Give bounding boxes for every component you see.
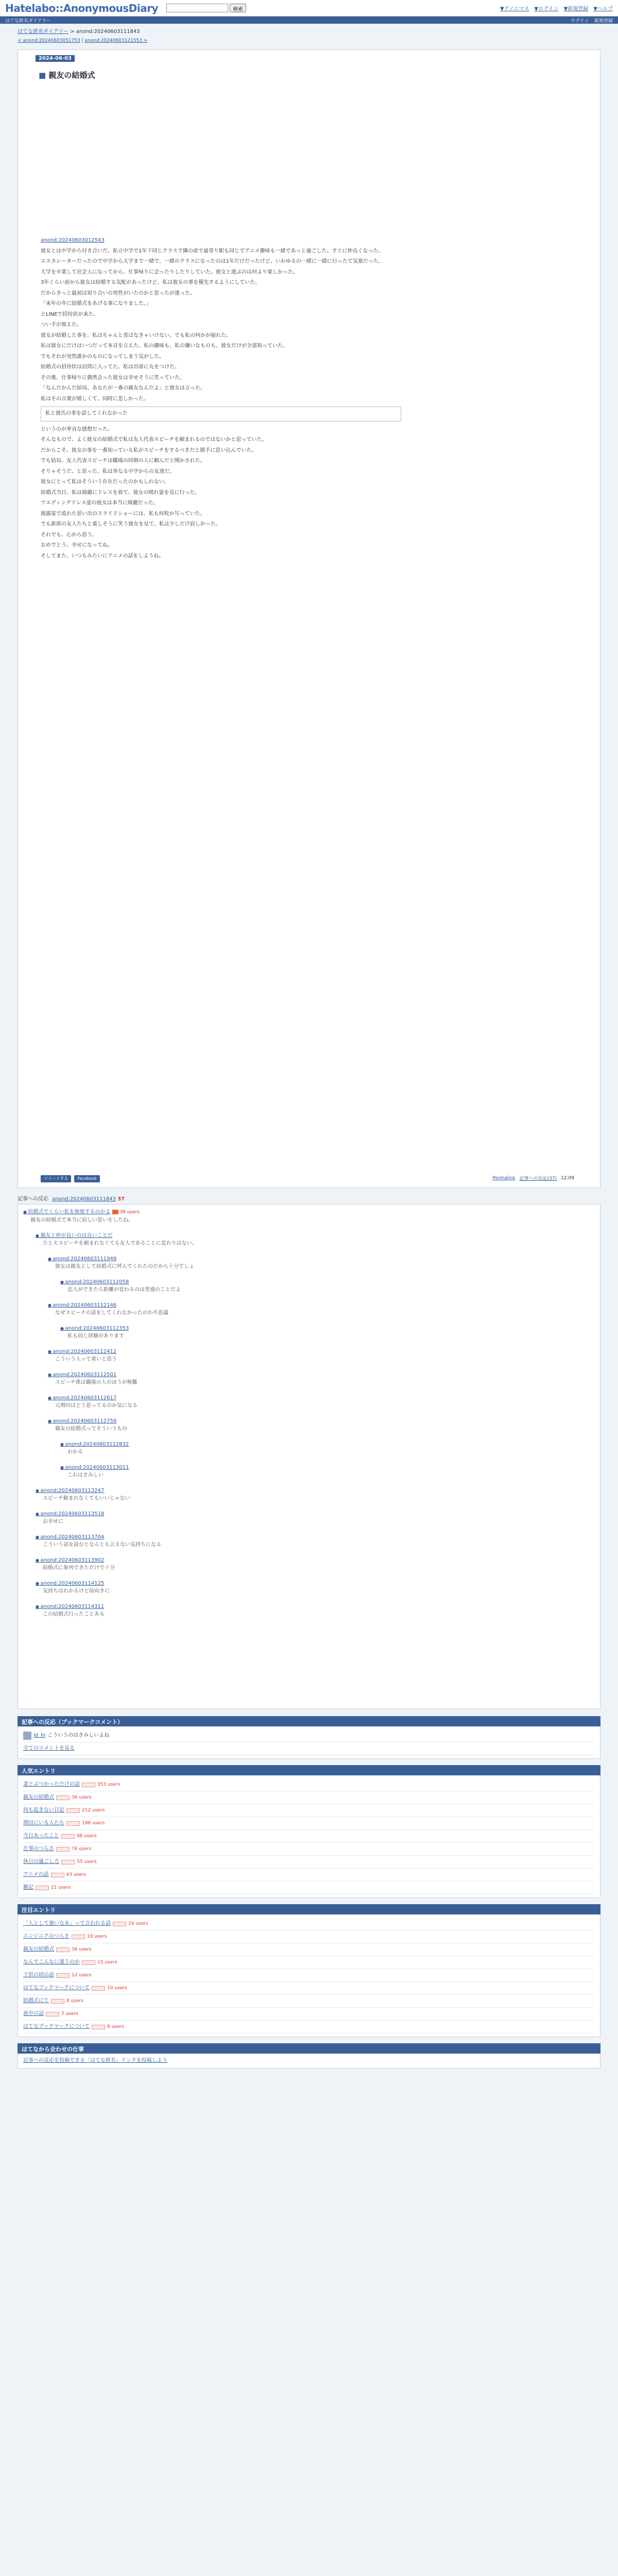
noteworthy-row (23, 1982, 595, 1995)
trackback-item (36, 1533, 595, 1549)
popular-link[interactable]: 妻とぶつかっただけの話 (23, 1782, 80, 1787)
popular-list (18, 1775, 600, 1898)
noteworthy-users[interactable]: 10 users (107, 1986, 127, 1991)
popular-users[interactable]: 55 users (77, 1859, 97, 1865)
trackback-title[interactable]: ● 結婚式でくらい私を無視するのかよ (23, 1209, 111, 1215)
trackback-title[interactable]: ● anond:20240603112832 (60, 1442, 129, 1447)
bookmark-count-icon (56, 1973, 70, 1978)
search-input[interactable] (166, 4, 228, 12)
bottom-section (18, 2043, 600, 2069)
trackback-item (60, 1440, 595, 1456)
noteworthy-heading: 注目エントリ (18, 1904, 600, 1914)
entry-footer (492, 1175, 574, 1181)
entry-paragraph: 彼女が結婚した事を、私はちゃんと喜ばなきゃいけない。でも私の何かが崩れた。 (41, 332, 231, 338)
prev-entry-link[interactable]: < anond:20240603051753 (18, 38, 80, 43)
entry-paragraph: ウエディングドレス姿の彼女は本当に綺麗だった。 (41, 500, 159, 506)
bookmark-count-icon (82, 1783, 95, 1787)
noteworthy-users[interactable]: 36 users (72, 1947, 92, 1952)
popular-link[interactable]: 親友の結婚式 (23, 1794, 54, 1800)
popular-link[interactable]: 仕事のつらさ (23, 1846, 54, 1852)
bookmark-count-icon (46, 2012, 59, 2016)
trackback-heading (18, 1194, 600, 1202)
noteworthy-link[interactable]: なんでこんなに違うのか (23, 1959, 80, 1965)
noteworthy-row (23, 1918, 595, 1930)
popular-row (23, 1882, 595, 1894)
trackback-summary: 気持ちはわかるけど前向きに (43, 1588, 110, 1594)
noteworthy-link[interactable]: 「人として強いなあ」って言われる話 (23, 1921, 111, 1926)
trackback-summary: 彼女は親友として結婚式に呼んでくれたのだから十分でしょ (55, 1264, 194, 1269)
logo-sub: AnonymousDiary (63, 2, 159, 14)
popular-users[interactable]: 43 users (66, 1872, 87, 1877)
entry-paragraph: そんなもので、よく彼女の結婚式で私は友人代表スピーチを頼まれるのではないかと思っていた。 (41, 437, 267, 443)
trackback-summary: スピーチ係は職場の人のほうが無難 (55, 1380, 138, 1385)
noteworthy-users[interactable]: 8 users (66, 1998, 83, 2004)
entry-paragraph: 彼女とは中学から付き合いだ。私立中学で1年下同じクラスで隣の席で最寄り駅も同じでアニメ趣味も一緒であっと過ごした。すぐに仲良くなった。 (41, 248, 384, 254)
entry-paragraph: というのが率直な感想だった。 (41, 426, 113, 432)
popular-row (23, 1843, 595, 1856)
subbar-home-link[interactable]: はてな匿名ダイアリー (5, 18, 52, 24)
nav-anonymous[interactable]: ▼アノニマス (500, 6, 529, 12)
entry-paragraph: 結婚式の招待状は封筒に入ってた。私は出席に丸をつけた。 (41, 364, 180, 370)
trackback-title[interactable]: ● anond:20240603112759 (48, 1418, 116, 1424)
entry-paragraph: 大学を卒業して社会人になってから、仕事帰りに会ったりしたりしていた。彼女と遊ぶのは何より楽しかった。 (41, 269, 298, 275)
entry-paragraph: 「来年の冬に結婚式をあげる事になりました。」 (41, 301, 151, 307)
noteworthy-link[interactable]: 子供の頃の話 (23, 1972, 54, 1978)
breadcrumb-sep: > (68, 29, 76, 35)
noteworthy-users[interactable]: 6 users (107, 2024, 125, 2029)
trackback-users[interactable]: 36 users (119, 1210, 140, 1215)
bottom-link[interactable]: 記事への反応を投稿できる「はてな匿名」リンクを投稿しよう (23, 2058, 167, 2063)
popular-row (23, 1817, 595, 1830)
noteworthy-row (23, 1969, 595, 1982)
noteworthy-row (23, 1930, 595, 1943)
trackback-title[interactable]: ● anond:20240603112146 (48, 1302, 116, 1308)
bookmark-count-icon (36, 1886, 49, 1890)
popular-link[interactable]: 休日の過ごし方 (23, 1859, 59, 1865)
trackback-item (60, 1278, 595, 1294)
bookmark-text: こういうのはさみしいよね (47, 1733, 110, 1738)
noteworthy-users[interactable]: 24 users (128, 1921, 148, 1926)
noteworthy-link[interactable]: はてなブックマークについて (23, 2024, 90, 2029)
trackback-title[interactable]: ● anond:20240603112412 (48, 1349, 116, 1354)
nav-register[interactable]: ▼新規登録 (563, 6, 589, 12)
trackback-title[interactable]: ● anond:20240603112353 (60, 1326, 129, 1331)
entry-paragraph: でもそれが突然誰かのものになってしまう気がした。 (41, 353, 164, 360)
bookmark-count-icon (66, 1821, 80, 1826)
popular-users[interactable]: 21 users (51, 1885, 71, 1890)
trackback-item (23, 1208, 595, 1224)
site-logo[interactable] (5, 2, 158, 14)
popular-row (23, 1778, 595, 1791)
subbar-login-link[interactable]: ログイン (571, 18, 589, 24)
bookmark-count-icon (113, 1922, 126, 1926)
bottom-heading: はてなから会わせの仕事 (18, 2043, 600, 2054)
trackback-item (48, 1255, 595, 1270)
noteworthy-users[interactable]: 15 users (97, 1960, 117, 1965)
avatar (23, 1732, 31, 1740)
trackback-summary: 私も同じ経験があります (67, 1333, 124, 1339)
trackback-summary: 結婚式に参列できただけで十分 (43, 1565, 115, 1571)
noteworthy-row (23, 2021, 595, 2033)
footer-time: 12:09 (561, 1175, 574, 1181)
noteworthy-link[interactable]: 親友の結婚式 (23, 1946, 54, 1952)
popular-users[interactable]: 76 users (72, 1846, 92, 1852)
entry-panel (18, 49, 600, 1188)
popular-link[interactable]: 雑記 (23, 1885, 33, 1890)
bookmark-count-icon (56, 1847, 70, 1852)
trackback-summary: 元増田はどう思ってるのか気になる (55, 1403, 138, 1409)
entry-paragraph: その後、仕事帰りに偶然会った彼女は幸せそうに笑っていた。 (41, 375, 185, 381)
trackback-title[interactable]: ● anond:20240603111949 (48, 1256, 116, 1262)
bookmark-user[interactable]: id_hi (33, 1733, 46, 1738)
trackback-item (48, 1301, 595, 1317)
trackback-list (18, 1204, 600, 1709)
popular-users[interactable]: 98 users (76, 1834, 97, 1839)
trackback-title[interactable]: ● anond:20240603114311 (36, 1604, 104, 1609)
noteworthy-link[interactable]: 結婚式にて (23, 1998, 49, 2004)
trackback-summary: わかる (67, 1449, 83, 1455)
trackback-title[interactable]: ● anond:20240603113011 (60, 1465, 129, 1470)
trackback-title[interactable]: ● anond:20240603112058 (60, 1279, 129, 1285)
entry-quote: 私と彼氏の事を話してくれなかった (41, 406, 401, 421)
bookmark-count-icon (72, 1935, 85, 1939)
bookmark-count-icon (61, 1834, 75, 1839)
trackback-summary: 恋人ができたら距離が変わるのは普通のことだよ (67, 1287, 181, 1293)
trackback-summary: たとえスピーチを頼まれなくても友人であることに変わりはない。 (43, 1241, 197, 1246)
noteworthy-link[interactable]: 夜中の話 (23, 2011, 44, 2016)
trackback-item (36, 1602, 595, 1618)
subbar-register-link[interactable]: 新規登録 (594, 18, 613, 24)
trackback-title[interactable]: ● anond:20240603113518 (36, 1511, 104, 1517)
trackback-summary: こういう話を読むとなんとも言えない気持ちになる (43, 1542, 161, 1548)
footer-permalink[interactable]: Permalink (492, 1175, 516, 1181)
entry-permalink[interactable]: anond:20240603012543 (41, 238, 105, 243)
search-form (166, 4, 246, 12)
trackback-title[interactable]: ● anond:20240603112617 (48, 1395, 116, 1401)
bookmark-count-icon (56, 1795, 70, 1800)
entry-paragraph: 「なんだかんだ結局、あなたが一番の親友なんだよ」と彼女は言った。 (41, 385, 205, 391)
trackback-title[interactable]: ● anond:20240603113247 (36, 1488, 104, 1494)
bookmark-comment (23, 1730, 595, 1742)
entry-title[interactable]: ■ 親友の結婚式 (39, 70, 95, 80)
tweet-button[interactable]: ツイートする (41, 1175, 71, 1182)
bookmark-more-link[interactable]: 全てのコメントを見る (23, 1745, 75, 1751)
facebook-button[interactable]: Facebook (74, 1175, 100, 1182)
bookmark-count-icon (51, 1873, 64, 1877)
trackback-title[interactable]: ● anond:20240603114125 (36, 1581, 104, 1586)
popular-row (23, 1869, 595, 1882)
entry-paragraph: でも新郎の友人たちと楽しそうに笑う彼女を見て、私は少しだけ寂しかった。 (41, 521, 221, 527)
popular-link[interactable]: 今日あったこと (23, 1833, 59, 1839)
nav-login[interactable]: ▼ログイン (534, 6, 559, 12)
trackback-summary: こういう人って重いと思う (55, 1357, 117, 1362)
noteworthy-row (23, 1943, 595, 1956)
entry-paragraph: でも結局、友人代表スピーチは職場の同期の人に頼んだと聞かされた。 (41, 458, 205, 464)
trackback-item (36, 1556, 595, 1572)
nav-help[interactable]: ▼ヘルプ (593, 6, 613, 12)
entry-paragraph: そりゃそうだ、と思った。私は単なる中学からの友達だ。 (41, 468, 175, 474)
breadcrumb-home[interactable]: はてな匿名ダイアリー (18, 29, 69, 35)
bookmark-count-icon (66, 1808, 80, 1813)
noteworthy-section (18, 1904, 600, 2037)
trackback-count: 37 (117, 1196, 125, 1202)
search-button[interactable]: 検索 (230, 4, 246, 12)
bookmark-count-icon (92, 1986, 105, 1991)
entry-pager (0, 38, 618, 46)
entry-body (41, 235, 574, 562)
popular-row (23, 1830, 595, 1843)
entry-paragraph: 披露宴で流れた思い出のスライドショーには、私も何枚か写っていた。 (41, 511, 205, 517)
bookmark-count-icon (56, 1947, 70, 1952)
trackback-summary: スピーチ頼まれなくてもいいじゃない (43, 1496, 130, 1501)
trackback-item (48, 1417, 595, 1433)
entry-date: 2024-06-03 (36, 55, 75, 62)
bookmark-count-icon (51, 1999, 64, 2004)
entry-paragraph: 3年くらい前から彼女は結婚する気配があったけど、私は彼女の事を優先するようにしていた。 (41, 280, 261, 285)
next-entry-link[interactable]: anond:20240603121553 > (84, 38, 148, 43)
share-buttons (41, 1175, 100, 1182)
entry-paragraph: 結婚式当日、私は綺麗にドレスを着て、彼女の晴れ姿を見に行った。 (41, 489, 200, 496)
noteworthy-link[interactable]: はてなブックマークについて (23, 1985, 90, 1991)
noteworthy-list (18, 1914, 600, 2037)
popular-heading: 人気エントリ (18, 1765, 600, 1775)
trackback-title[interactable]: ● anond:20240603113902 (36, 1557, 104, 1563)
entry-paragraph: だからきっと最初は知り合いの男性がいたのかと思ったが違った。 (41, 290, 195, 296)
noteworthy-row (23, 2008, 595, 2021)
entry-paragraph: 私はその言葉が嬉しくて、同時に悲しかった。 (41, 396, 149, 402)
noteworthy-row (23, 1995, 595, 2008)
entry-paragraphs (41, 246, 574, 405)
trackback-item (60, 1324, 595, 1340)
popular-link[interactable]: 何も起きない日記 (23, 1807, 64, 1813)
bookmark-count-icon (82, 1960, 95, 1965)
popular-link[interactable]: アニメの話 (23, 1872, 49, 1877)
trackback-summary: お幸せに (43, 1519, 63, 1524)
noteworthy-link[interactable]: エンジニアのつらさ (23, 1934, 70, 1939)
trackback-summary: 親友の結婚式ってそういうもの (55, 1426, 127, 1432)
trackback-item (36, 1486, 595, 1502)
trackback-summary: これはさみしい (67, 1472, 104, 1478)
entry-paragraph: それでも、心から思う。 (41, 532, 97, 538)
logo-sep: :: (55, 2, 63, 14)
popular-row (23, 1856, 595, 1869)
popular-users[interactable]: 212 users (82, 1808, 105, 1813)
trackback-item (36, 1579, 595, 1595)
trackback-item (36, 1231, 595, 1247)
popular-row (23, 1791, 595, 1804)
pager-sep: | (80, 38, 85, 43)
breadcrumb (0, 24, 618, 38)
bottom-panel (18, 2054, 600, 2069)
trackback-item (48, 1347, 595, 1363)
popular-users[interactable]: 353 users (97, 1782, 121, 1787)
noteworthy-users[interactable]: 19 users (87, 1934, 107, 1939)
trackback-item (36, 1510, 595, 1526)
top-header (0, 0, 618, 16)
trackback-heading-label: 記事への反応 (18, 1196, 48, 1202)
entry-paragraph: だからこそ、彼女の事を一番知っている私がスピーチをするべきだと勝手に思い込んでいた。 (41, 447, 257, 453)
top-nav (500, 4, 613, 12)
bookmark-section (18, 1716, 600, 1759)
bookmark-count-icon (92, 2025, 105, 2029)
trackback-item (48, 1370, 595, 1386)
noteworthy-users[interactable]: 12 users (72, 1973, 92, 1978)
new-badge (112, 1210, 118, 1214)
trackback-title[interactable]: ● 親友と仲が良いのは良いことだ (36, 1233, 113, 1239)
noteworthy-users[interactable]: 7 users (61, 2011, 78, 2016)
bookmark-count-icon (61, 1860, 75, 1865)
trackback-title[interactable]: ● anond:20240603113704 (36, 1534, 104, 1540)
trackback-item (48, 1394, 595, 1410)
popular-link[interactable]: 増田にいる人たち (23, 1820, 64, 1826)
entry-paragraph: とLINEで招待状が来た。 (41, 311, 99, 317)
entry-paragraph: そしてまた、いつもみたいにアニメの話をしようね。 (41, 553, 164, 559)
entry-paragraph: エスカレーターだったので中学から大学まで一緒で、一緒のクラスになったのは1年だけだったけど、いわゆるの一緒に一緒に行ったて気楽だった。 (41, 259, 384, 264)
popular-users[interactable]: 36 users (72, 1795, 92, 1800)
breadcrumb-current: anond:20240603111843 (76, 29, 140, 35)
entry-paragraphs-2 (41, 425, 574, 562)
trackback-summary: この結婚式行ったことある (43, 1612, 105, 1617)
trackback-title[interactable]: ● anond:20240603112501 (48, 1372, 116, 1378)
footer-reactions-link[interactable]: 記事への反応(37) (519, 1176, 557, 1181)
sub-bar (0, 16, 618, 24)
trackback-item (60, 1463, 595, 1479)
popular-row (23, 1804, 595, 1817)
entry-paragraph: 私は彼女にだけはいつだって本音を言えた。私の趣味も、私の嫌いなものも、彼女だけが全部知っていた。 (41, 343, 288, 349)
trackback-anchor[interactable]: anond:20240603111843 (52, 1196, 116, 1202)
entry-paragraph: おめでとう。幸せになってね。 (41, 543, 113, 548)
bookmark-panel (18, 1726, 600, 1759)
entry-paragraph: 彼女にとって私はそういう存在だったのかもしれない。 (41, 479, 169, 485)
logo-main: Hatelabo (5, 2, 56, 14)
trackback-summary: なぜスピーチの話をしてくれなかったのか不思議 (55, 1310, 168, 1316)
entry-paragraph: つい手が震えた。 (41, 322, 82, 328)
trackback-summary: 親友の結婚式で本当に寂しい思いをしたね。 (30, 1217, 133, 1223)
popular-section (18, 1765, 600, 1898)
popular-users[interactable]: 188 users (82, 1821, 105, 1826)
bookmark-heading: 記事への反応（ブックマークコメント） (18, 1716, 600, 1726)
noteworthy-row (23, 1956, 595, 1969)
bookmark-more (23, 1742, 595, 1755)
